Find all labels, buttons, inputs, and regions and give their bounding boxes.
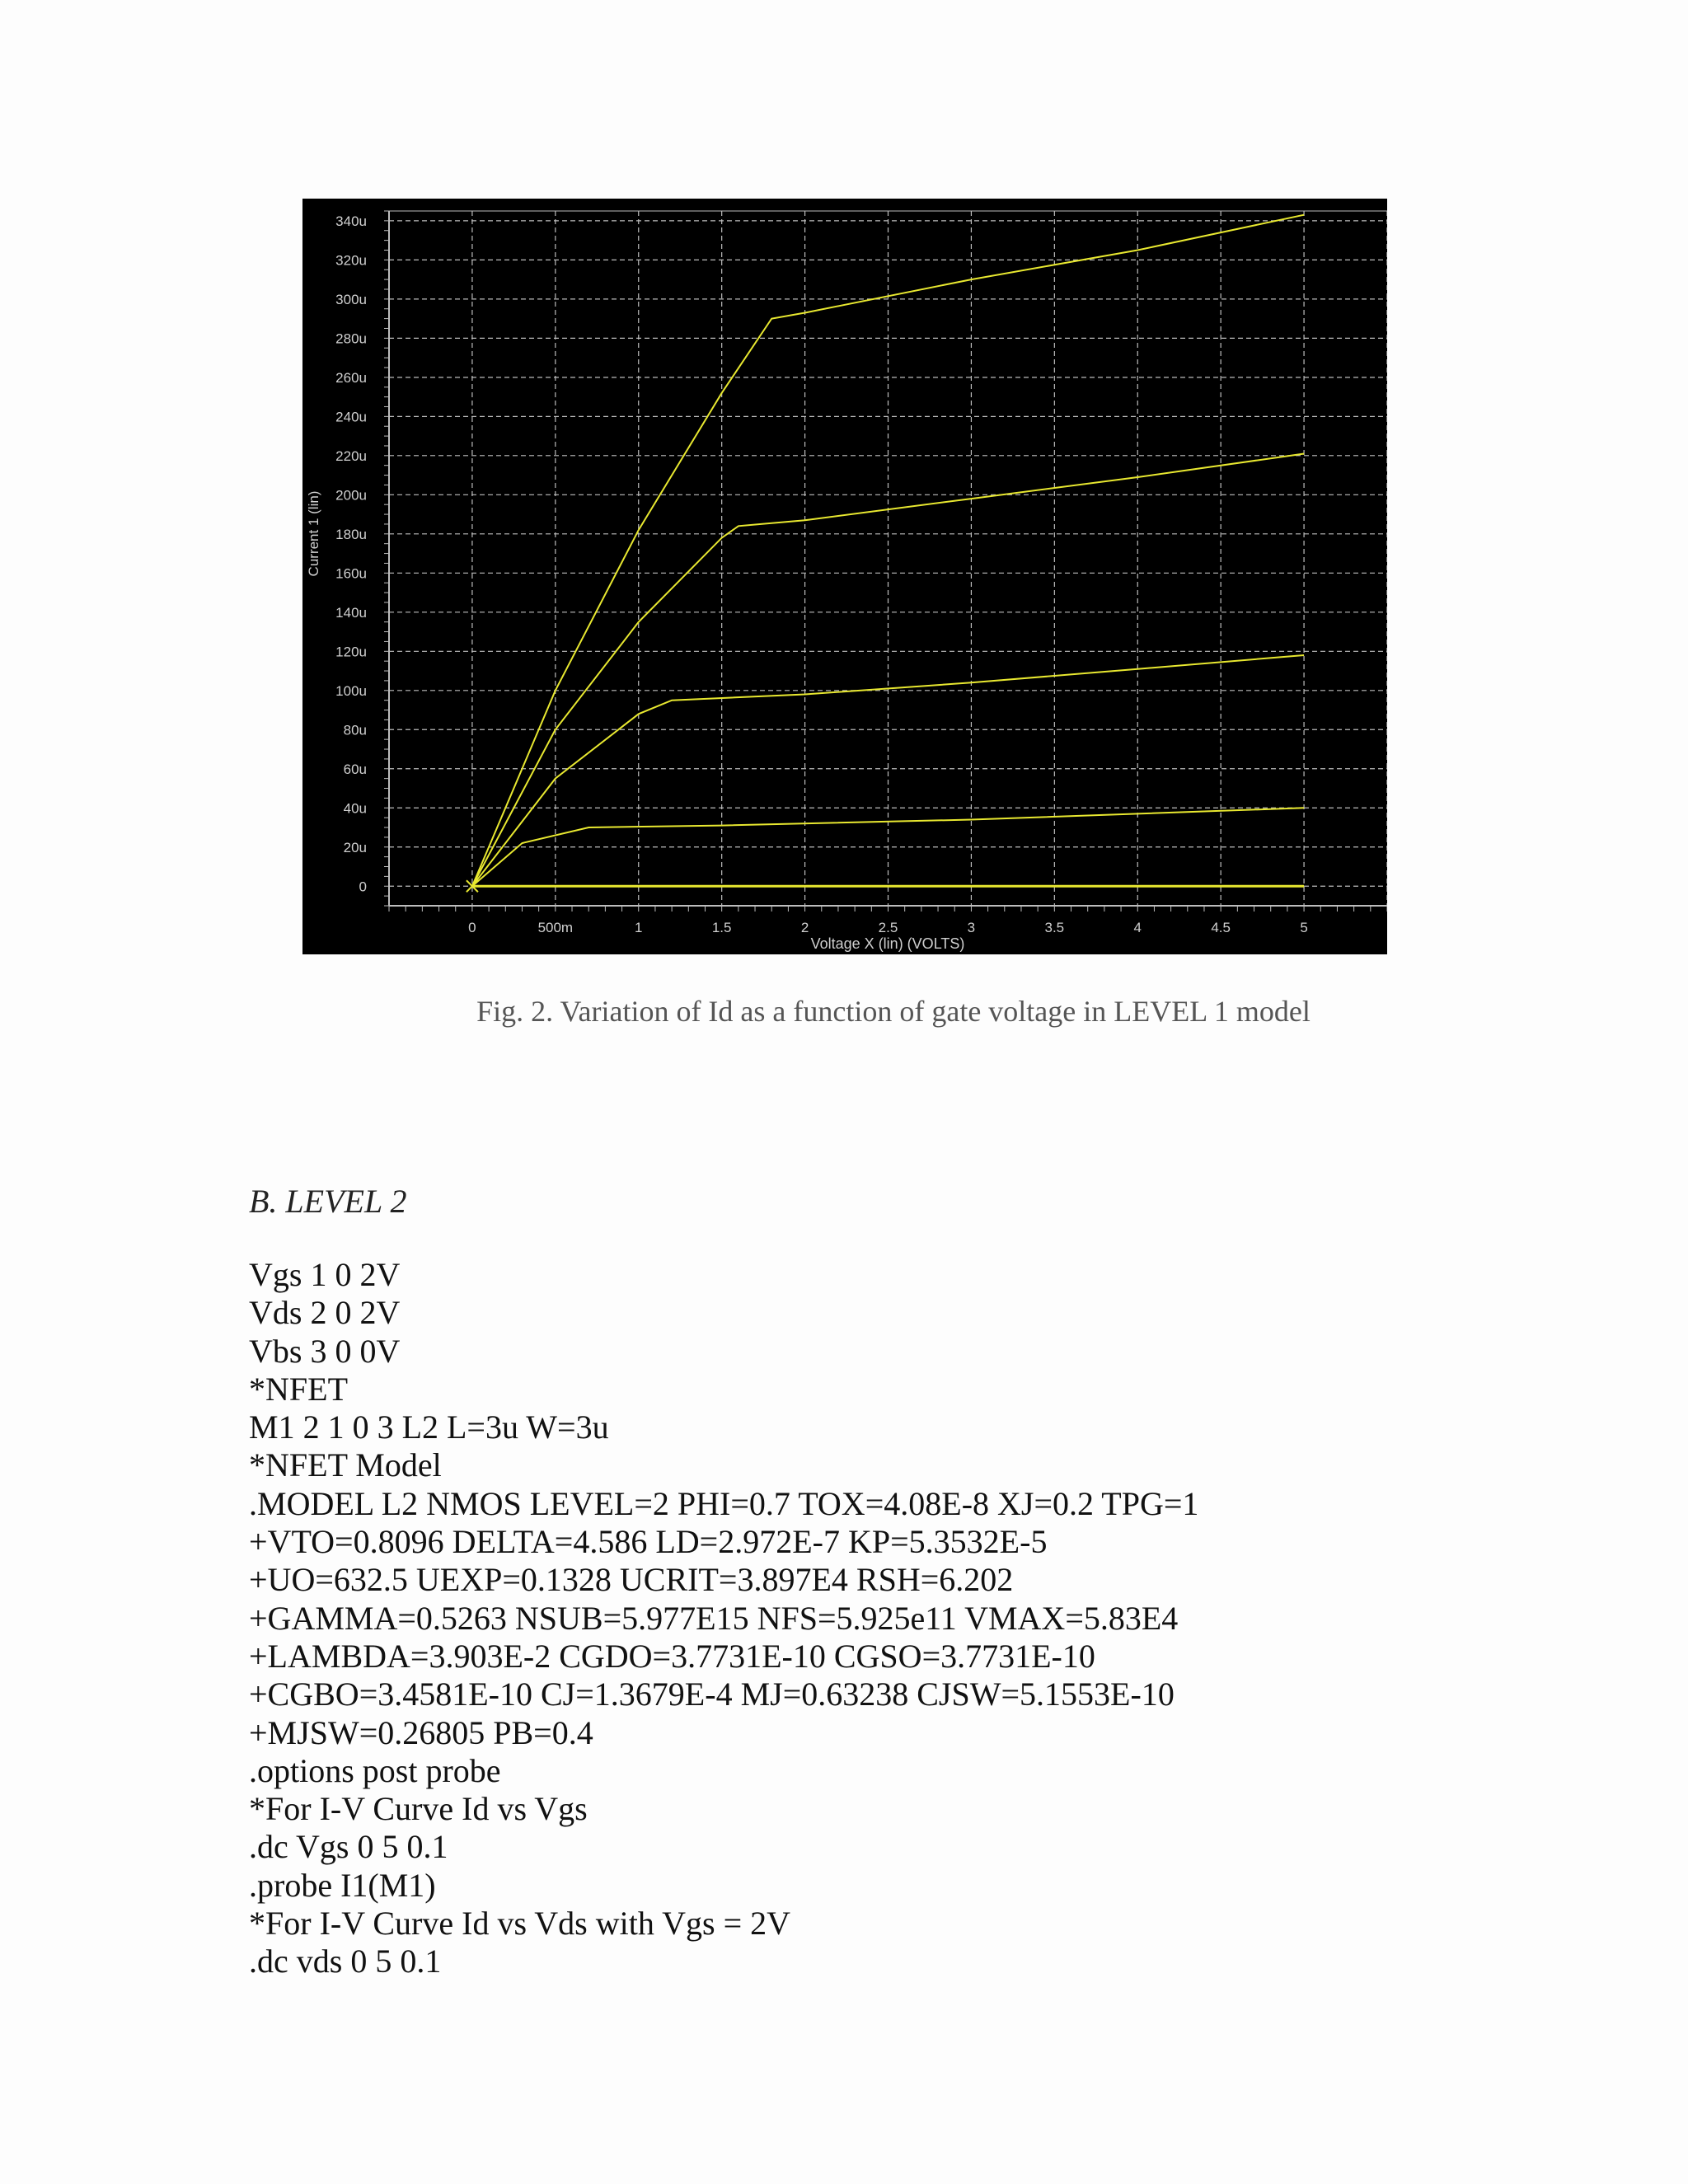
x-tick-label: 2.5 <box>878 920 898 935</box>
y-tick-label: 0 <box>359 879 367 895</box>
netlist-line: +MJSW=0.26805 PB=0.4 <box>249 1713 593 1751</box>
y-tick-label: 240u <box>335 409 367 425</box>
netlist-line: M1 2 1 0 3 L2 L=3u W=3u <box>249 1408 609 1446</box>
y-tick-label: 300u <box>335 291 367 307</box>
x-tick-label: 5 <box>1300 920 1308 935</box>
y-tick-label: 280u <box>335 330 367 347</box>
netlist-line: Vgs 1 0 2V <box>249 1256 401 1293</box>
y-tick-label: 160u <box>335 565 367 582</box>
netlist-line: *NFET Model <box>249 1446 442 1484</box>
x-tick-label: 3 <box>967 920 976 935</box>
netlist-line: *For I-V Curve Id vs Vgs <box>249 1790 588 1828</box>
y-tick-label: 20u <box>343 839 367 855</box>
x-tick-label: 0 <box>468 920 476 935</box>
y-tick-label: 200u <box>335 487 367 504</box>
netlist-line: +GAMMA=0.5263 NSUB=5.977E15 NFS=5.925e11 VMAX=5.83E4 <box>249 1599 1179 1637</box>
netlist-line: .dc Vgs 0 5 0.1 <box>249 1828 448 1866</box>
y-axis-label: Current 1 (lin) <box>306 490 321 577</box>
netlist-line: *NFET <box>249 1370 348 1408</box>
y-tick-label: 60u <box>343 761 367 777</box>
y-tick-label: 100u <box>335 682 367 699</box>
netlist-line: +UO=632.5 UEXP=0.1328 UCRIT=3.897E4 RSH=6.202 <box>249 1561 1014 1599</box>
x-tick-label: 4 <box>1133 920 1142 935</box>
y-tick-label: 40u <box>343 800 367 817</box>
netlist-line: .options post probe <box>249 1751 501 1789</box>
netlist-line: +CGBO=3.4581E-10 CJ=1.3679E-4 MJ=0.63238 CJSW=5.1553E-10 <box>249 1675 1175 1713</box>
netlist-line: .probe I1(M1) <box>249 1866 436 1904</box>
netlist-line: .MODEL L2 NMOS LEVEL=2 PHI=0.7 TOX=4.08E-8 XJ=0.2 TPG=1 <box>249 1484 1199 1522</box>
section-heading: B. LEVEL 2 <box>249 1183 407 1220</box>
iv-curve-plot <box>302 199 1387 954</box>
y-tick-label: 120u <box>335 644 367 660</box>
x-tick-label: 500m <box>537 920 574 935</box>
x-tick-label: 4.5 <box>1211 920 1231 935</box>
iv-curve-chart <box>302 199 1387 954</box>
y-tick-label: 220u <box>335 448 367 464</box>
y-tick-label: 340u <box>335 213 367 229</box>
y-tick-label: 320u <box>335 252 367 269</box>
x-tick-label: 2 <box>800 920 809 935</box>
netlist-line: *For I-V Curve Id vs Vds with Vgs = 2V <box>249 1905 791 1943</box>
y-tick-label: 180u <box>335 526 367 542</box>
y-tick-label: 80u <box>343 722 367 738</box>
x-tick-label: 1.5 <box>711 920 732 935</box>
x-axis-label: Voltage X (lin) (VOLTS) <box>810 935 965 952</box>
netlist-line: Vbs 3 0 0V <box>249 1332 401 1370</box>
netlist-line: Vds 2 0 2V <box>249 1294 401 1332</box>
netlist-line: +VTO=0.8096 DELTA=4.586 LD=2.972E-7 KP=5.3532E-5 <box>249 1523 1048 1561</box>
x-tick-label: 3.5 <box>1044 920 1065 935</box>
netlist-line: .dc vds 0 5 0.1 <box>249 1943 442 1980</box>
y-tick-label: 140u <box>335 604 367 621</box>
y-tick-label: 260u <box>335 369 367 386</box>
figure-caption: Fig. 2. Variation of Id as a function of gate voltage in LEVEL 1 model <box>476 995 1311 1028</box>
spice-netlist <box>249 1256 1198 1981</box>
x-tick-label: 1 <box>635 920 643 935</box>
netlist-line: +LAMBDA=3.903E-2 CGDO=3.7731E-10 CGSO=3.7731E-10 <box>249 1637 1095 1675</box>
